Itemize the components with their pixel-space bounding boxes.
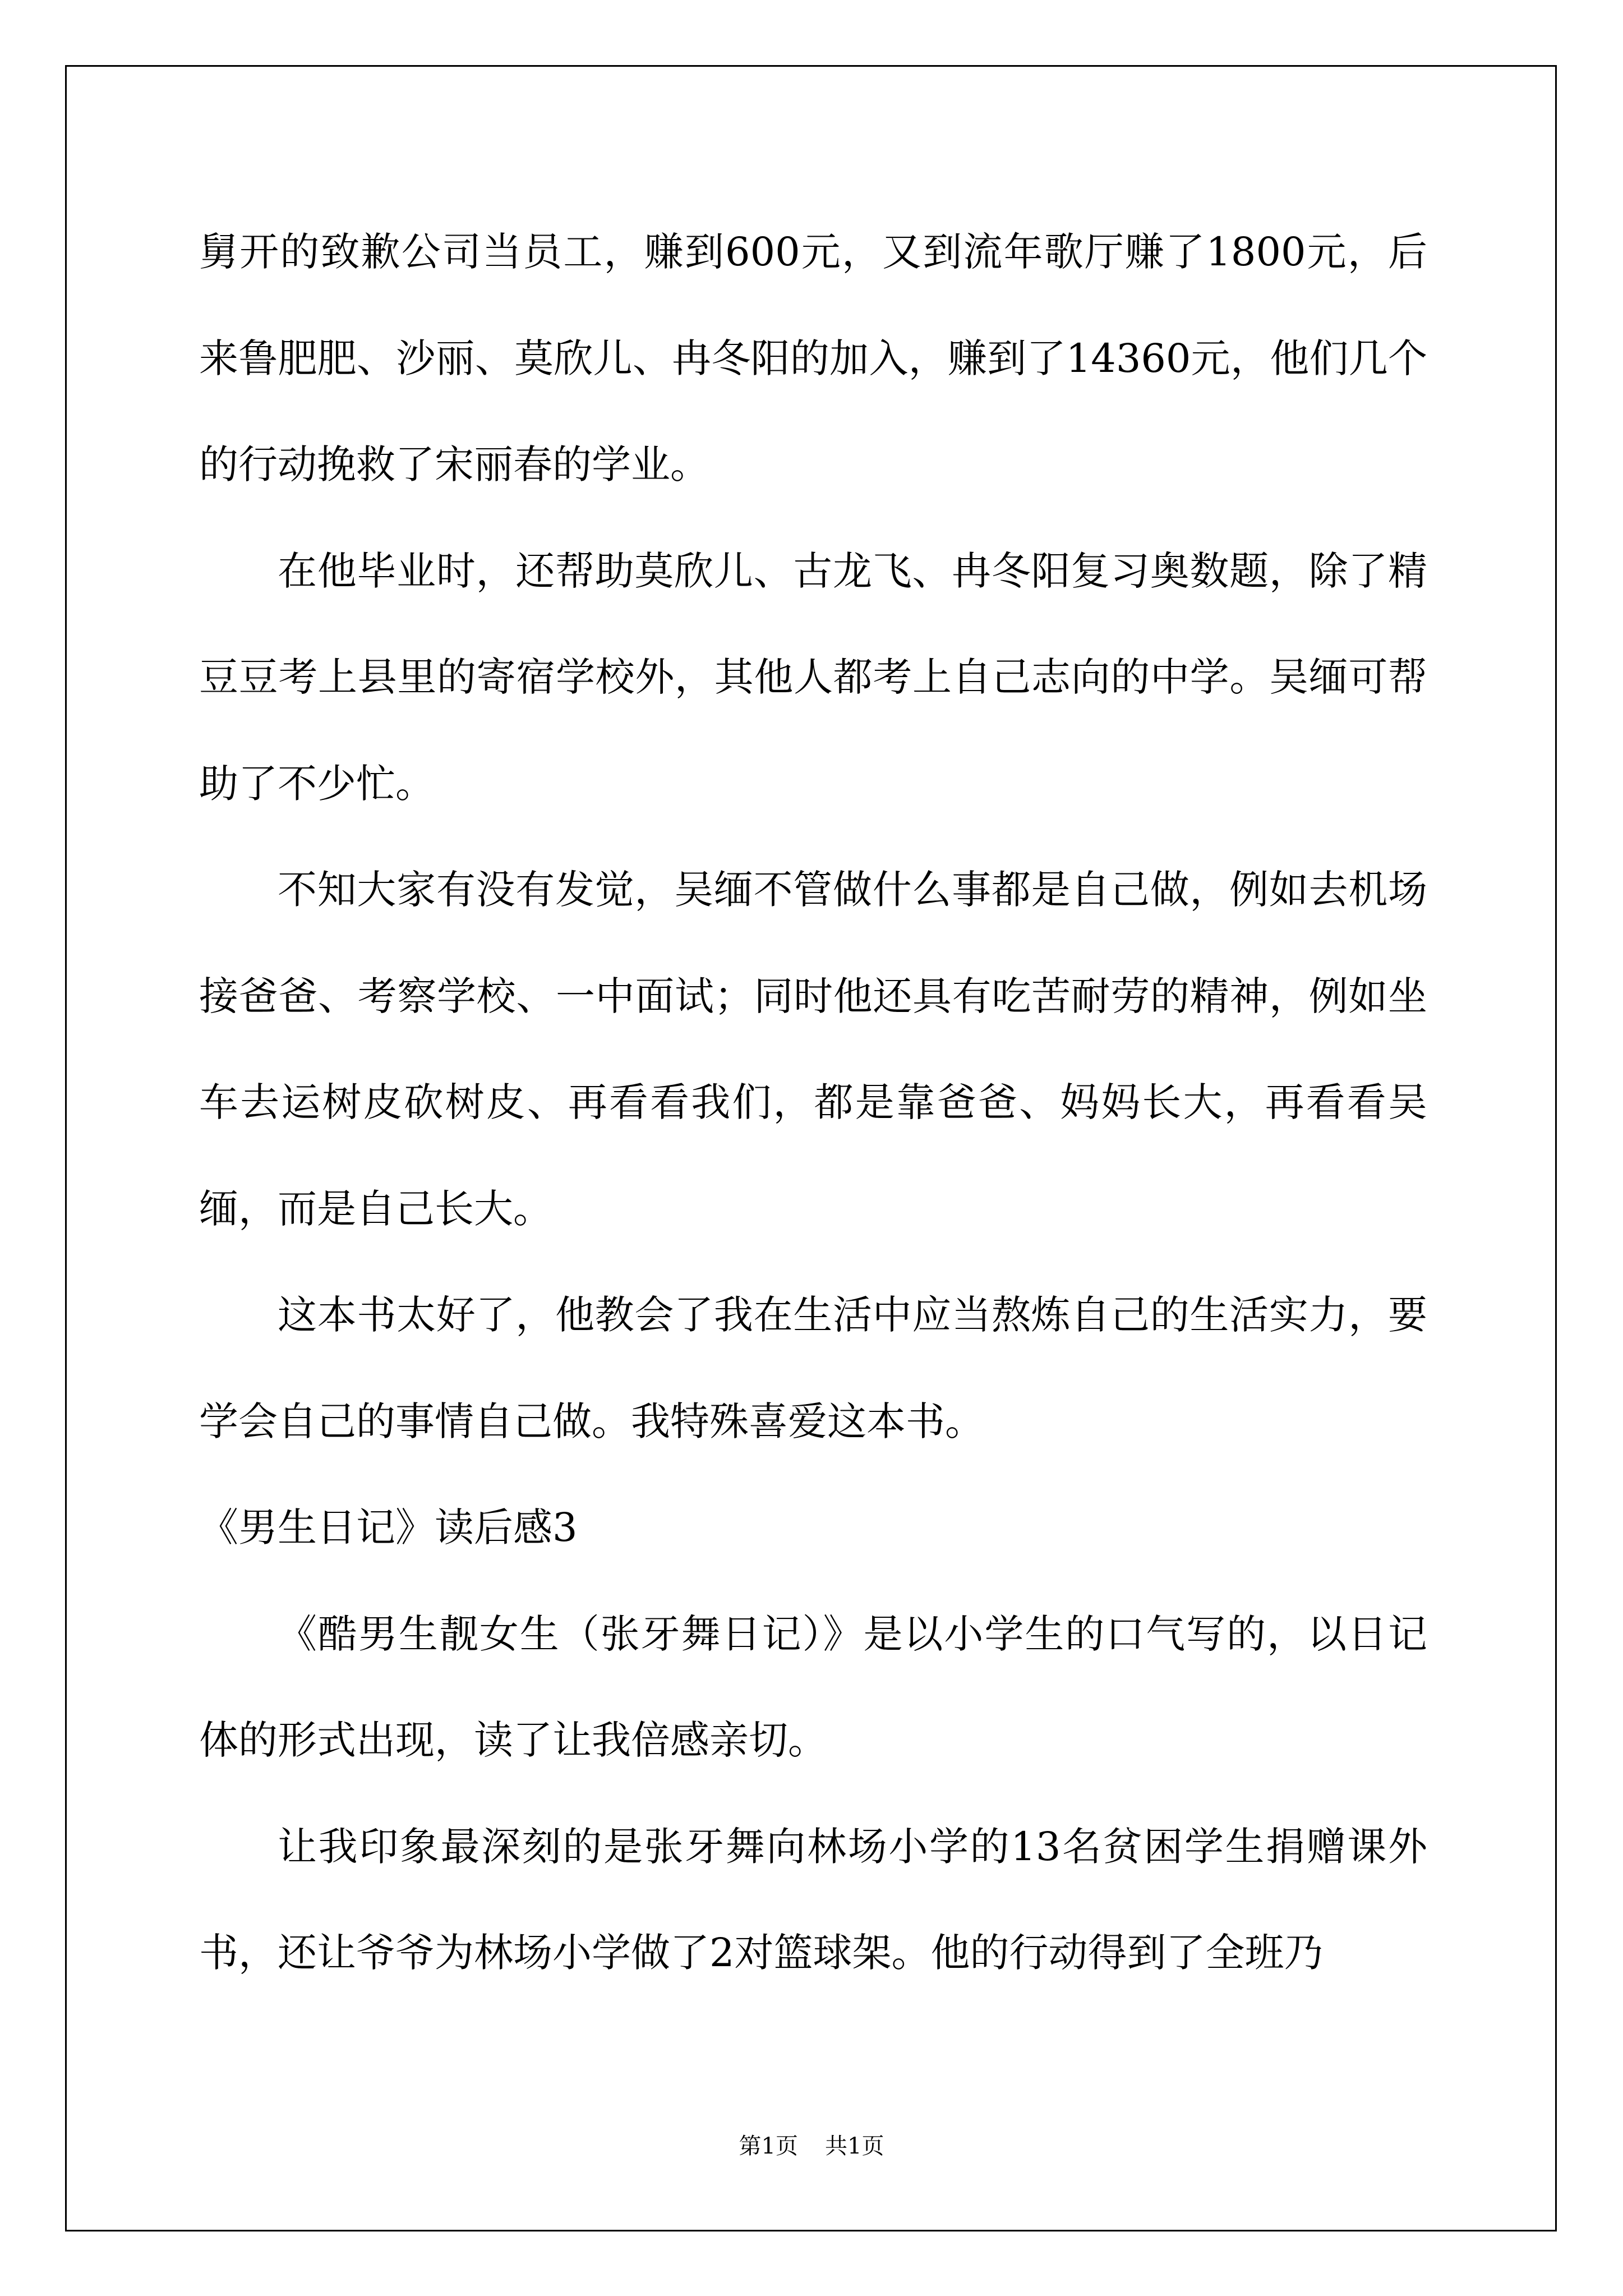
paragraph-3: 不知大家有没有发觉，吴缅不管做什么事都是自己做，例如去机场接爸爸、考察学校、一中面试；同时他还具有吃苦耐劳的精神，例如坐车去运树皮砍树皮、再看看我们，都是靠爸爸、妈妈长大，再看看吴缅，而是自己长大。: [199, 867, 1427, 1232]
paragraph-6: 让我印象最深刻的是张牙舞向林场小学的13名贫困学生捐赠课外书，还让爷爷为林场小学做了2对篮球架。他的行动得到了全班乃: [199, 1823, 1427, 1976]
page-footer: [0, 2132, 1623, 2160]
paragraph-4: 这本书太好了，他教会了我在生活中应当熬炼自己的生活实力，要学会自己的事情自己做。我特殊喜爱这本书。: [199, 1292, 1427, 1444]
document-body: [199, 199, 1427, 2007]
paragraph-1: 舅开的致歉公司当员工，赚到600元，又到流年歌厅赚了1800元，后来鲁肥肥、沙丽、莫欣儿、冉冬阳的加入，赚到了14360元，他们几个的行动挽救了宋丽春的学业。: [199, 229, 1427, 487]
paragraph-5: 《酷男生靓女生（张牙舞日记）》是以小学生的口气写的，以日记体的形式出现，读了让我倍感亲切。: [199, 1611, 1427, 1763]
page-total: 共1页: [825, 2133, 884, 2159]
page-number: 第1页: [739, 2133, 798, 2159]
paragraph-2: 在他毕业时，还帮助莫欣儿、古龙飞、冉冬阳复习奥数题，除了精豆豆考上县里的寄宿学校外，其他人都考上自己志向的中学。吴缅可帮助了不少忙。: [199, 547, 1427, 807]
section-heading: 《男生日记》读后感3: [199, 1504, 578, 1550]
